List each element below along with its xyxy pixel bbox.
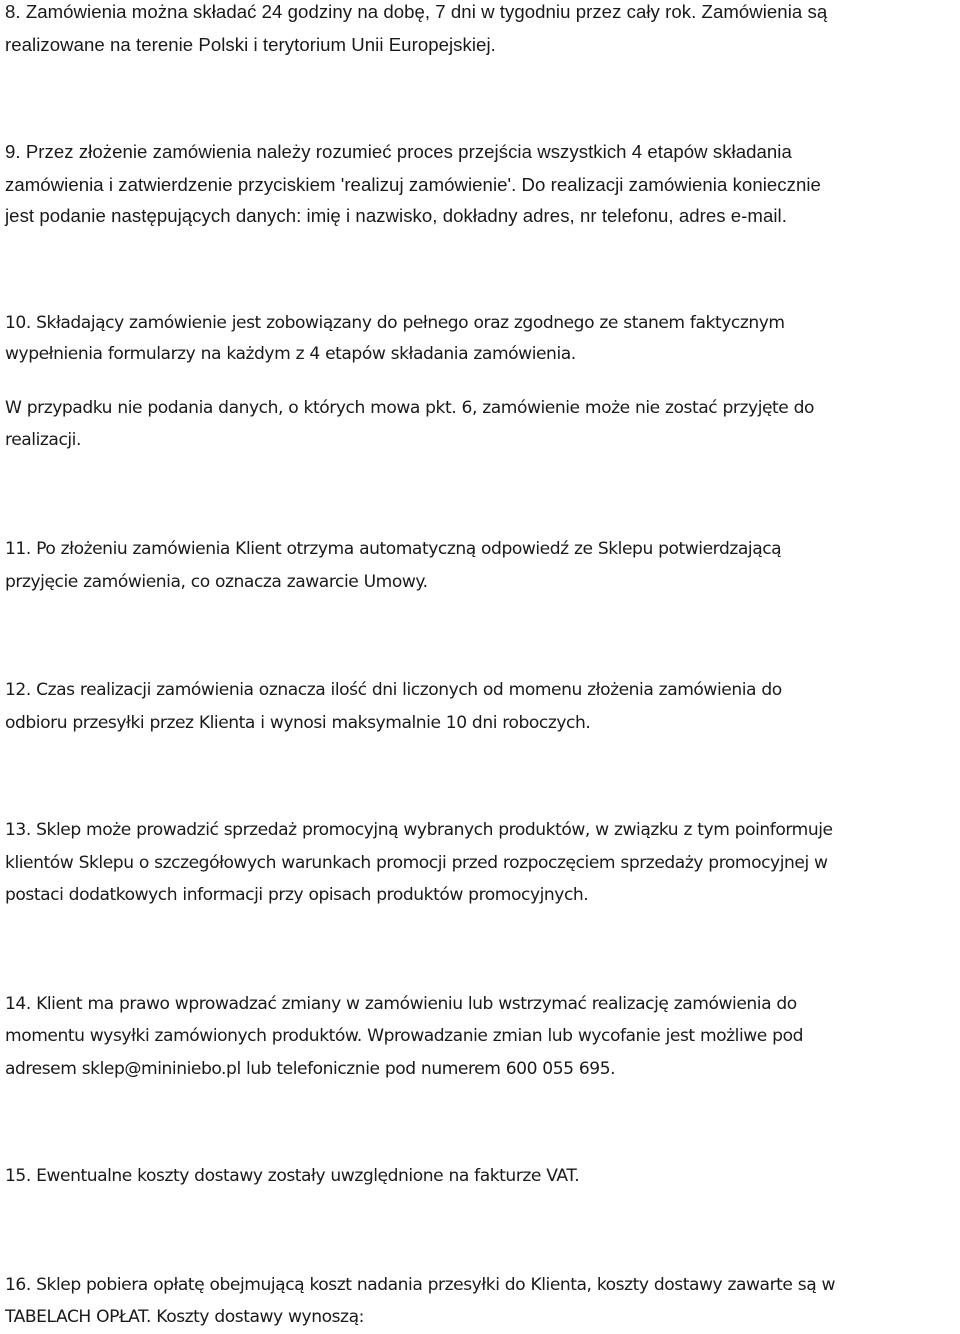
text-line: 11. Po złożeniu zamówienia Klient otrzyma automatyczną odpowiedź ze Sklepu potwierdzającą: [5, 539, 782, 559]
text-line: 16. Sklep pobiera opłatę obejmującą koszt nadania przesyłki do Klienta, koszty dostawy zawarte są w: [5, 1275, 836, 1295]
text-line: 10. Składający zamówienie jest zobowiązany do pełnego oraz zgodnego ze stanem faktycznym: [5, 313, 785, 333]
text-line: zamówienia i zatwierdzenie przyciskiem 'realizuj zamówienie'. Do realizacji zamówienia koniecznie: [5, 174, 821, 195]
text-line: 13. Sklep może prowadzić sprzedaż promocyjną wybranych produktów, w związku z tym poinformuje: [5, 820, 833, 840]
text-line: 14. Klient ma prawo wprowadzać zmiany w zamówieniu lub wstrzymać realizację zamówienia do: [5, 994, 797, 1014]
text-line: 9. Przez złożenie zamówienia należy rozumieć proces przejścia wszystkich 4 etapów składania: [5, 141, 792, 162]
text-line: 12. Czas realizacji zamówienia oznacza ilość dni liczonych od momenu złożenia zamówienia do: [5, 680, 782, 700]
text-line: realizowane na terenie Polski i terytorium Unii Europejskiej.: [5, 34, 496, 55]
text-line: 15. Ewentualne koszty dostawy zostały uwzględnione na fakturze VAT.: [5, 1166, 580, 1186]
text-line: W przypadku nie podania danych, o których mowa pkt. 6, zamówienie może nie zostać przyjęte do: [5, 398, 815, 418]
text-line: 8. Zamówienia można składać 24 godziny na dobę, 7 dni w tygodniu przez cały rok. Zamówienia są: [5, 1, 828, 22]
text-line: odbioru przesyłki przez Klienta i wynosi maksymalnie 10 dni roboczych.: [5, 713, 591, 733]
text-line: jest podanie następujących danych: imię i nazwisko, dokładny adres, nr telefonu, adres e-mail.: [5, 205, 787, 226]
text-line: wypełnienia formularzy na każdym z 4 etapów składania zamówienia.: [5, 344, 576, 364]
text-line: momentu wysyłki zamówionych produktów. Wprowadzanie zmian lub wycofanie jest możliwe pod: [5, 1026, 803, 1046]
text-line: realizacji.: [5, 430, 81, 450]
text-line: postaci dodatkowych informacji przy opisach produktów promocyjnych.: [5, 885, 589, 905]
text-line: adresem sklep@mininiebo.pl lub telefonicznie pod numerem 600 055 695.: [5, 1059, 616, 1079]
text-line: TABELACH OPŁAT. Koszty dostawy wynoszą:: [5, 1307, 364, 1327]
text-line: przyjęcie zamówienia, co oznacza zawarcie Umowy.: [5, 572, 428, 592]
text-line: klientów Sklepu o szczegółowych warunkach promocji przed rozpoczęciem sprzedaży promocyjnej w: [5, 853, 828, 873]
